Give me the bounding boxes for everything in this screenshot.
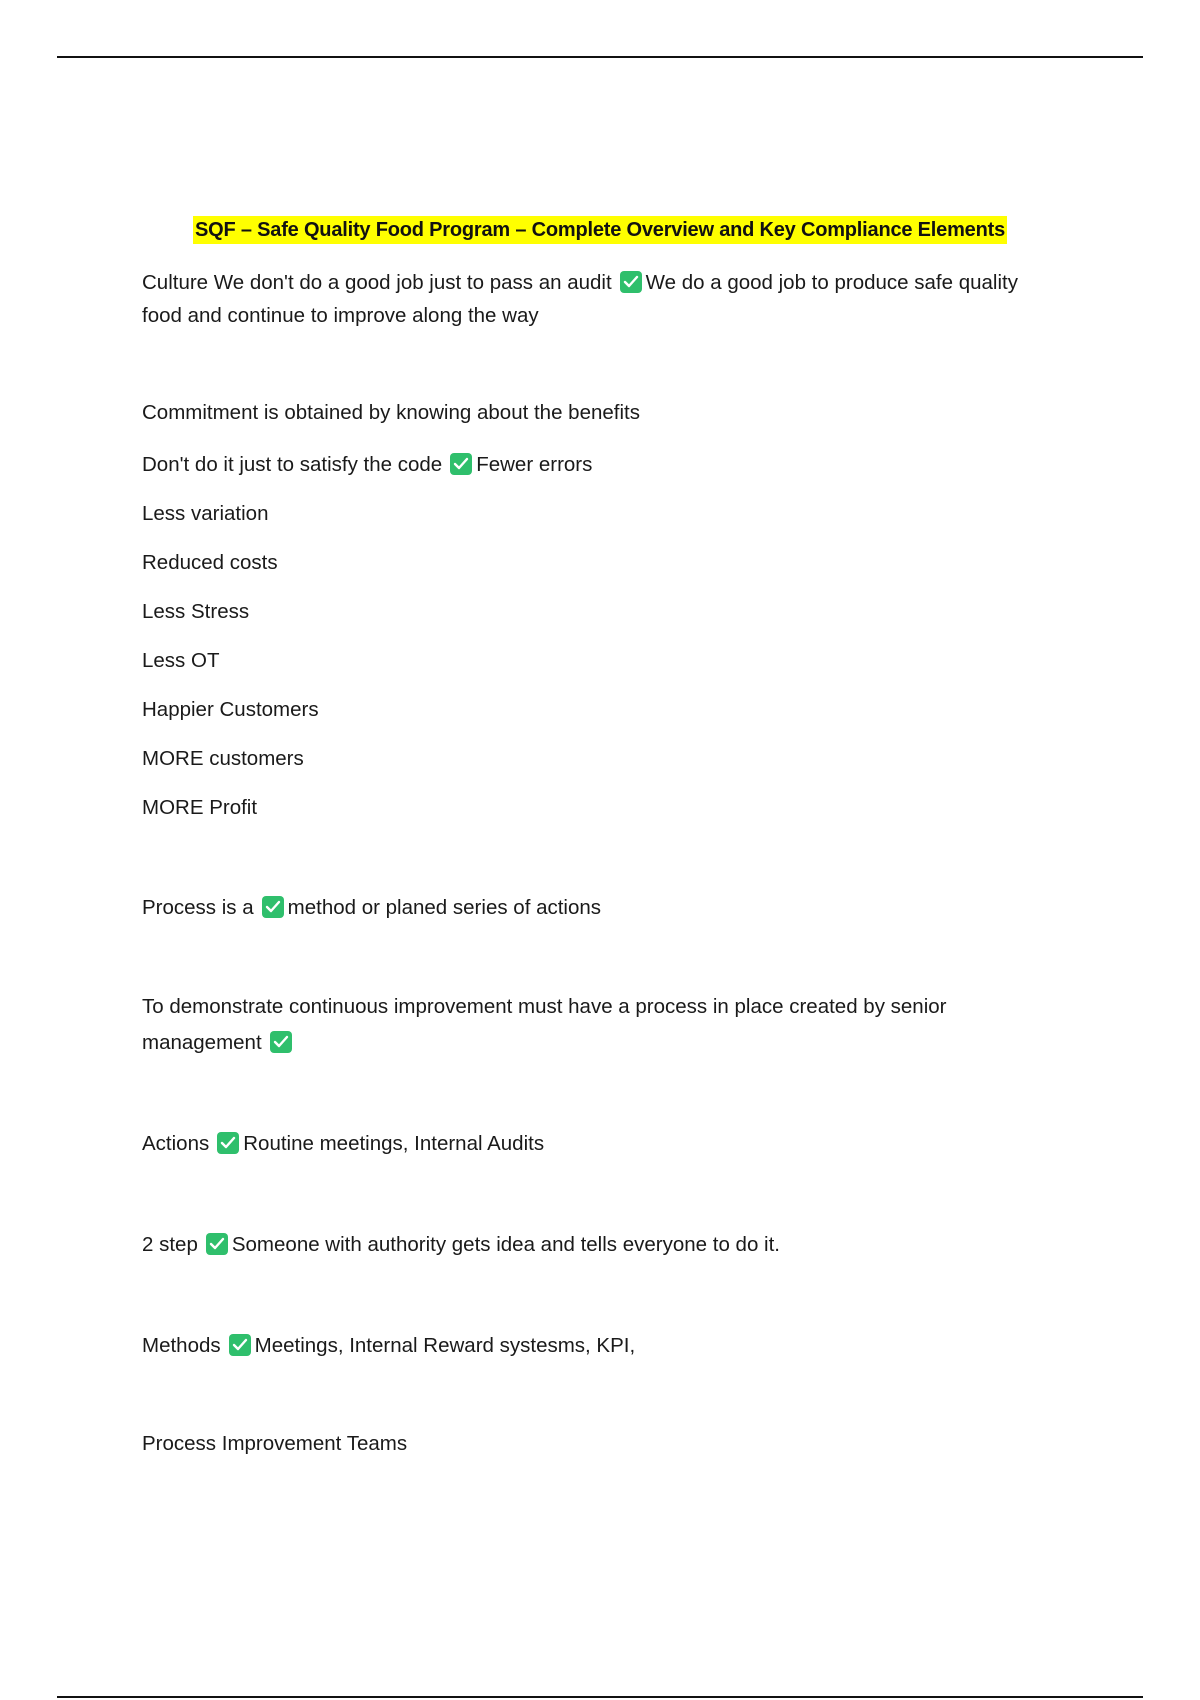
check-icon [270,1031,292,1053]
actions-question: Actions [142,1132,210,1155]
continuous-improvement-line [142,989,1022,1061]
culture-answer: We do a good job to produce safe quality food and continue to improve along the way [142,271,1018,327]
process-answer: method or planed series of actions [287,896,602,919]
dont-do-question: Don't do it just to satisfy the code [142,453,443,476]
methods-question: Methods [142,1334,221,1357]
list-item: Less OT [142,649,220,672]
commitment-line: Commitment is obtained by knowing about the benefits [142,401,640,424]
check-icon [262,896,284,918]
actions-answer: Routine meetings, Internal Audits [243,1132,545,1155]
check-icon [620,271,642,293]
list-item: Happier Customers [142,698,319,721]
list-item: MORE Profit [142,796,258,819]
two-step-question: 2 step [142,1233,198,1256]
actions-line [142,1127,1022,1160]
list-item: Less Stress [142,600,250,623]
check-icon [229,1334,251,1356]
process-line [142,891,1022,924]
process-improvement-line: Process Improvement Teams [142,1432,408,1455]
dont-do-line [142,448,1022,481]
methods-answer: Meetings, Internal Reward systesms, KPI, [254,1334,636,1357]
list-item: MORE customers [142,747,304,770]
process-question: Process is a [142,896,254,919]
header-rule [57,56,1143,58]
culture-line [142,266,1022,332]
footer-rule [57,1696,1143,1698]
dont-do-answer: Fewer errors [476,453,593,476]
title-container [0,216,1200,244]
check-icon [217,1132,239,1154]
check-icon [206,1233,228,1255]
two-step-line [142,1228,1022,1261]
culture-question: Culture We don't do a good job just to pass an audit [142,271,612,294]
methods-line [142,1329,1022,1362]
list-item: Reduced costs [142,551,278,574]
document-title: SQF – Safe Quality Food Program – Complete Overview and Key Compliance Elements [193,216,1007,244]
check-icon [450,453,472,475]
continuous-question: To demonstrate continuous improvement must have a process in place created by senior management [142,995,947,1054]
list-item: Less variation [142,502,269,525]
two-step-answer: Someone with authority gets idea and tells everyone to do it. [231,1233,780,1256]
